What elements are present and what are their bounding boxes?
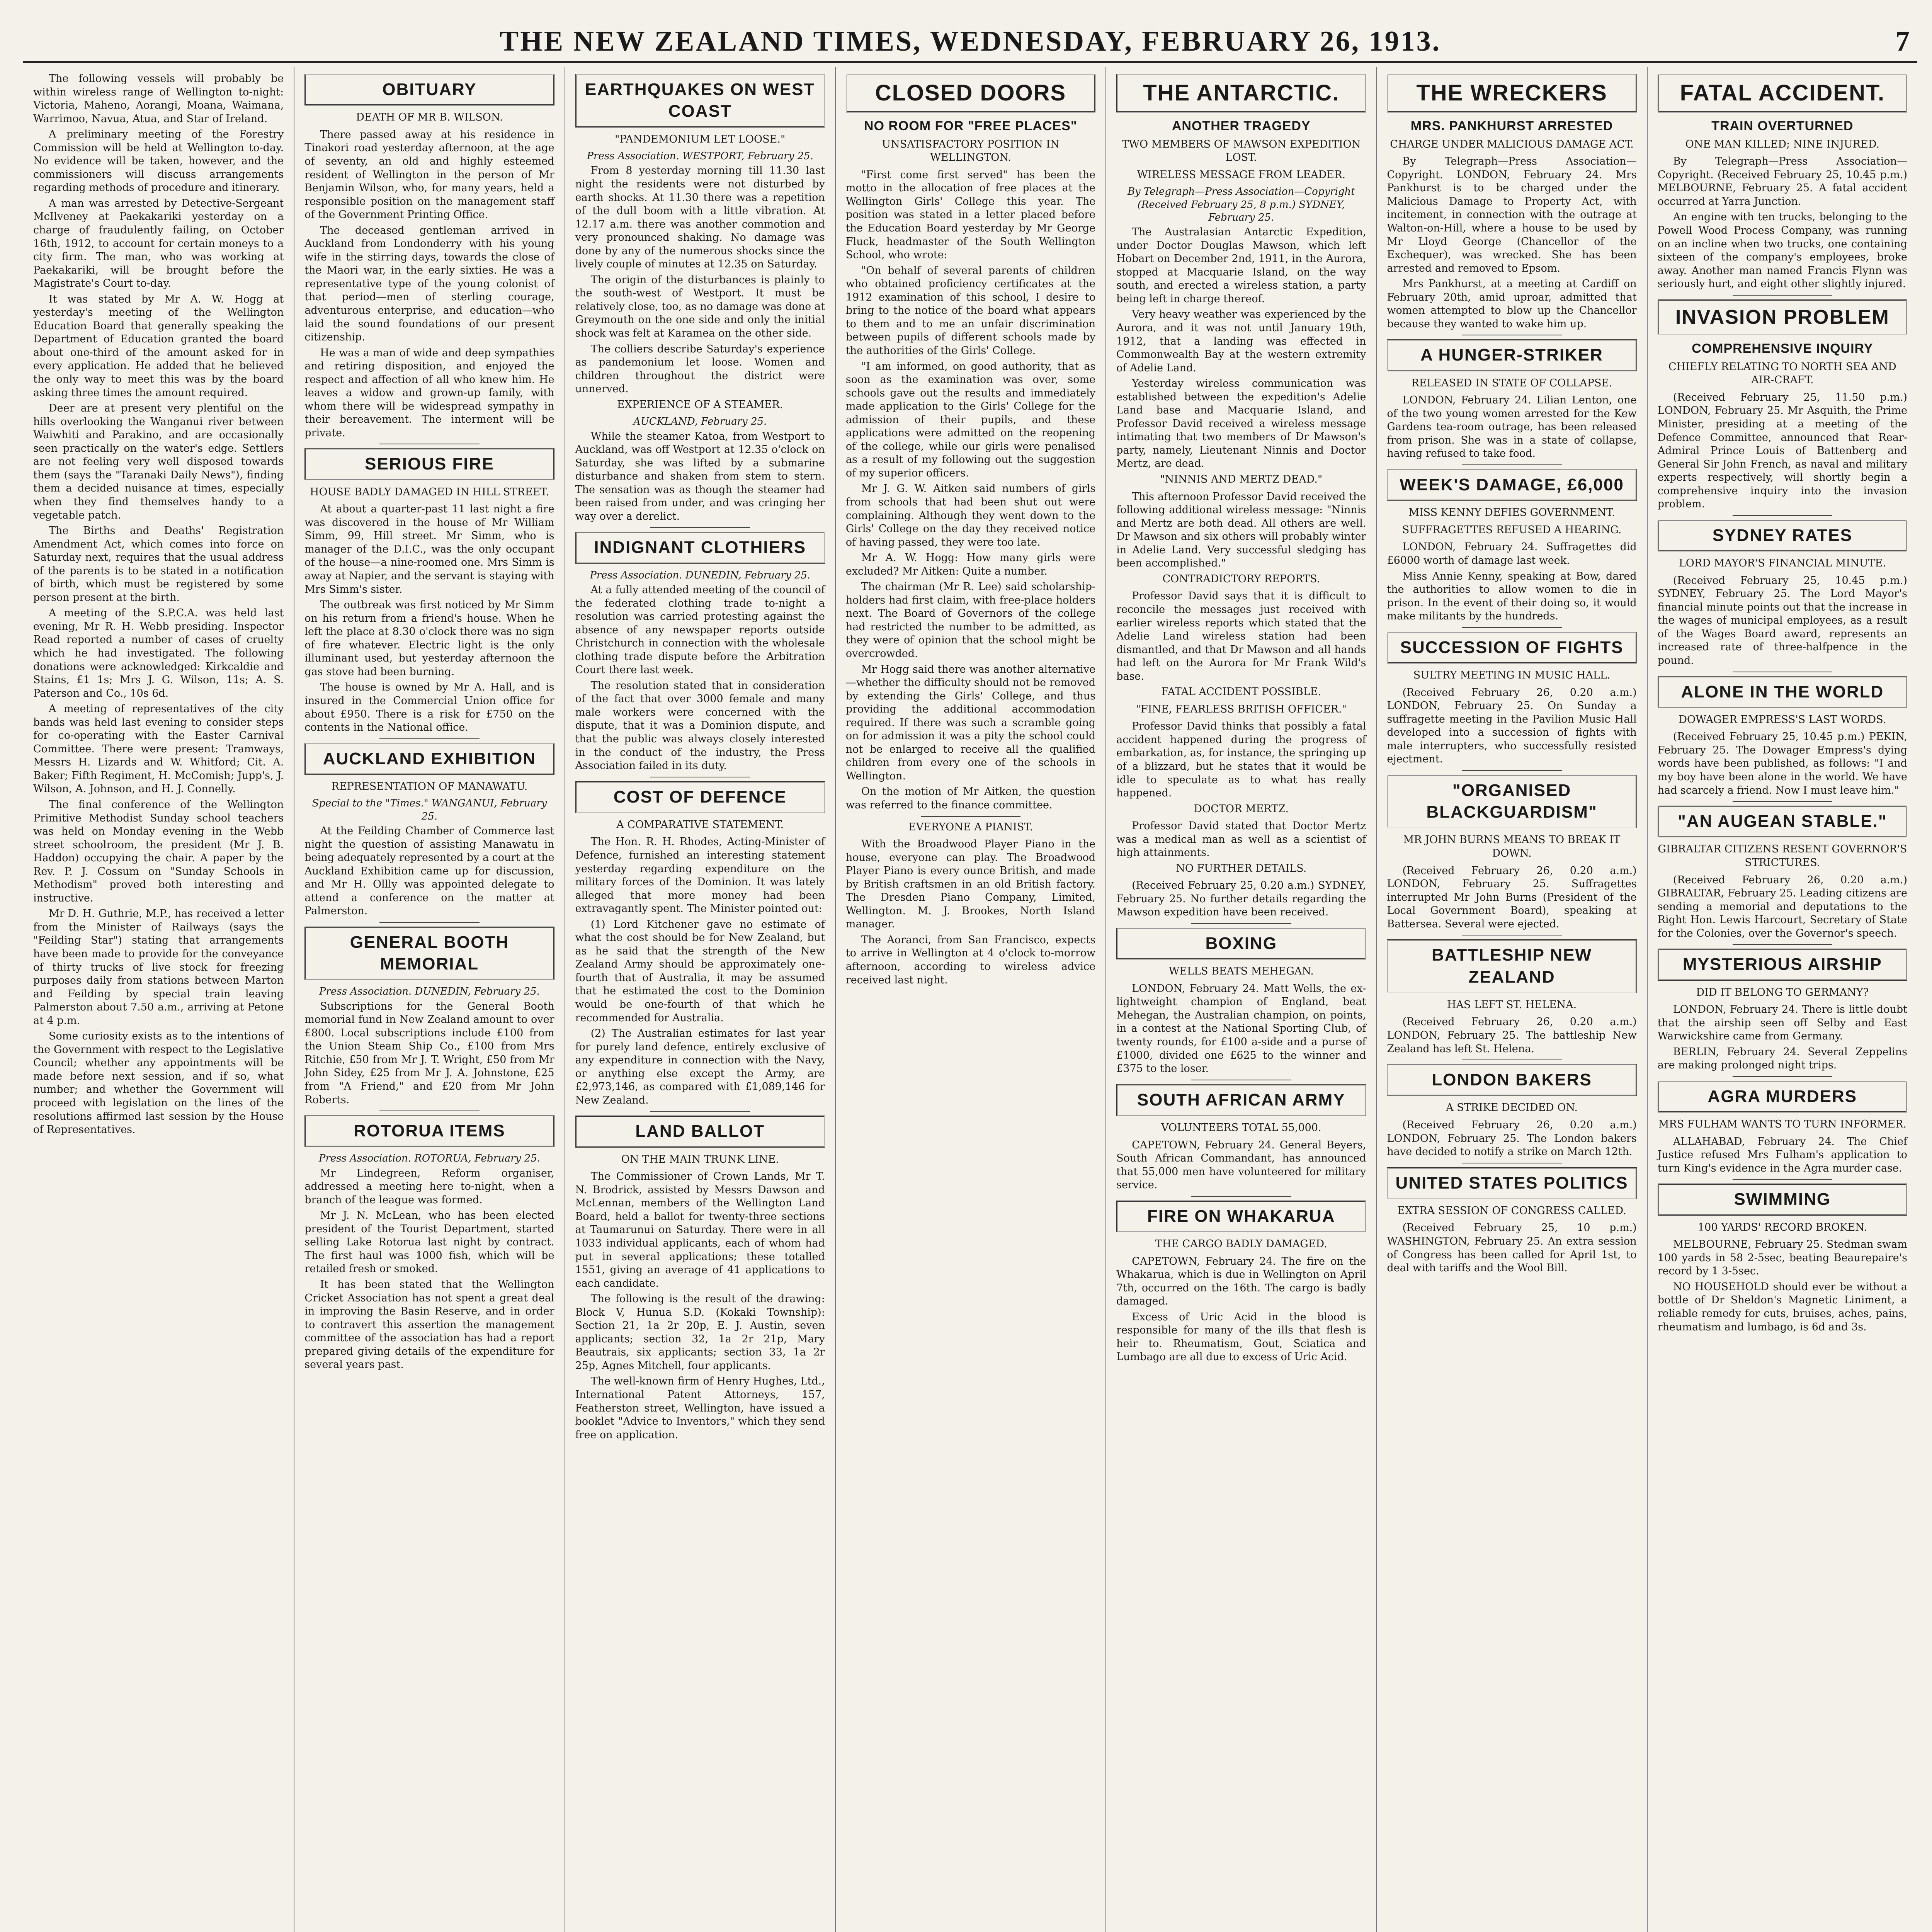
headline-invasion-problem: INVASION PROBLEM — [1658, 299, 1907, 335]
article-paragraph: LONDON, February 24. Lilian Lenton, one of the two young women arrested for the Kew Gardens tea-room outrage, has been released from prison. She was in a state of collapse, having refused to take food. — [1387, 394, 1637, 460]
article-paragraph: Mr Lindegreen, Reform organiser, addressed a meeting here to-night, when a branch of the league was formed. — [304, 1167, 554, 1206]
article-paragraph: Mrs Pankhurst, at a meeting at Cardiff on February 20th, amid uproar, admitted that women attempted to blow up the Chancellor because they wanted to wake him up. — [1387, 278, 1637, 330]
headline-indignant-clothiers: INDIGNANT CLOTHIERS — [575, 532, 825, 563]
deck: WELLS BEATS MEHEGAN. — [1168, 965, 1314, 978]
article-paragraph: Subscriptions for the General Booth memorial fund in New Zealand amount to over £800. Local subscriptions include £100 from the Union Steam Ship Co., £100 from Mrs Ritchie, £50 from Mr J. T. Wright, £50 from Mr John Sidey, £25 from Mr J. A. Johnstone, £25 from "A Friend," and £20 from Mr John Roberts. — [304, 1000, 554, 1106]
deck: HAS LEFT ST. HELENA. — [1447, 998, 1577, 1011]
article-paragraph: ALLAHABAD, February 24. The Chief Justice refused Mrs Fulham's application to turn King's evidence in the Agra murder case. — [1657, 1135, 1907, 1174]
deck: GIBRALTAR CITIZENS RESENT GOVERNOR'S STRICTURES. — [1658, 843, 1907, 869]
article-paragraph: Mr A. W. Hogg: How many girls were excluded? Mr Aitken: Quite a number. — [845, 552, 1096, 577]
subhead: TRAIN OVERTURNED — [1711, 119, 1854, 134]
headline-augean-stable: "AN AUGEAN STABLE." — [1658, 806, 1907, 837]
headline-fatal-accident: FATAL ACCIDENT. — [1658, 74, 1907, 112]
deck: "PANDEMONIUM LET LOOSE." — [615, 133, 786, 145]
article-paragraph: By Telegraph—Press Association—Copyright. (Received February 25, 10.45 p.m.) MELBOURNE, February 25. A fatal accident occurred at Yarra Junction. — [1657, 155, 1907, 207]
dateline: AUCKLAND, February 25. — [633, 416, 767, 428]
deck: NO FURTHER DETAILS. — [1176, 862, 1307, 874]
headline-weeks-damage: WEEK'S DAMAGE, £6,000 — [1387, 469, 1636, 501]
article-paragraph: It has been stated that the Wellington Cricket Association has not spent a great deal in improving the Basin Reserve, and in order to contravert this assertion the management committee of the association has had a report prepared giving details of the expenditure for several years past. — [304, 1279, 554, 1371]
headline-battleship-new-zealand: BATTLESHIP NEW ZEALAND — [1387, 939, 1636, 993]
divider — [1733, 1179, 1833, 1180]
article-paragraph: The Hon. R. H. Rhodes, Acting-Minister of Defence, furnished an interesting statement yesterday regarding expenditure on the military forces of the Dominion. It was lately alleged that more money had been extravagantly spent. The Minister pointed out: — [575, 836, 825, 915]
deck: "NINNIS AND MERTZ DEAD." — [1160, 473, 1323, 486]
masthead — [23, 15, 1917, 63]
headline-organised-blackguardism: "ORGANISED BLACKGUARDISM" — [1387, 775, 1636, 828]
subhead: ANOTHER TRAGEDY — [1172, 119, 1311, 134]
article-paragraph: The following vessels will probably be within wireless range of Wellington to-night: Victoria, Maheno, Aorangi, Moana, Waimana, Warrimoo, Navua, Atua, and Star of Ireland. — [33, 73, 284, 125]
divider — [1733, 801, 1833, 802]
headline-south-african-army: SOUTH AFRICAN ARMY — [1116, 1084, 1366, 1116]
divider — [379, 738, 480, 739]
article-paragraph: (Received February 25, 0.20 a.m.) SYDNEY, February 25. No further details regarding the Mawson expedition have been received. — [1116, 879, 1366, 918]
divider — [379, 922, 480, 923]
deck: WIRELESS MESSAGE FROM LEADER. — [1137, 168, 1345, 181]
dateline: Special to the "Times." WANGANUI, February 25. — [312, 798, 547, 822]
article-paragraph: The Commissioner of Crown Lands, Mr T. N. Brodrick, assisted by Messrs Dawson and McLennan, members of the Wellington Land Board, held a ballot for twenty-three sections at Taumarunui on Saturday. There were in all 1033 individual applicants, each of whom had put in several applications; these totalled 1551, giving an average of 41 applications to each candidate. — [575, 1170, 825, 1289]
article-paragraph: The Australasian Antarctic Expedition, under Doctor Douglas Mawson, which left Hobart on December 2nd, 1911, in the Aurora, stopped at Macquarie Island, on the way south, and erected a wireless station, a party being left in charge thereof. — [1116, 226, 1366, 305]
divider — [1733, 515, 1833, 516]
column-3 — [565, 67, 835, 1932]
headline-auckland-exhibition: AUCKLAND EXHIBITION — [304, 743, 554, 775]
article-paragraph: At about a quarter-past 11 last night a fire was discovered in the house of Mr William Simm, 99, Hill street. Mr Simm, who is manager of the D.I.C., was the only occupant of the house—a nine-roomed one. Mrs Simm is away at Napier, and the servant is staying with Mrs Simm's sister. — [304, 503, 554, 595]
article-paragraph: Deer are at present very plentiful on the hills overlooking the Wanganui river between Waiwhiti and Parakino, and are occasionally seen practically on the water's edge. Settlers are not feeling very well disposed towards them (says the "Taranaki Daily News"), finding them a decided nuisance at times, especially when they find themselves handy to a vegetable patch. — [33, 402, 284, 521]
deck: MISS KENNY DEFIES GOVERNMENT. — [1408, 507, 1615, 519]
column-2 — [294, 67, 564, 1932]
article-paragraph: It was stated by Mr A. W. Hogg at yesterday's meeting of the Wellington Education Board that generally speaking the Department of Education granted the board about one-third of the amount asked for in every application. He added that he believed the only way to meet this was by the board asking three times the amount required. — [33, 293, 284, 399]
headline-the-wreckers: THE WRECKERS — [1387, 74, 1636, 112]
headline-succession-of-fights: SUCCESSION OF FIGHTS — [1387, 632, 1636, 663]
article-paragraph: Mr J. N. McLean, who has been elected president of the Tourist Department, started selling Lake Rotorua last night by contract. The first haul was 1000 fish, which will be retailed fresh or smoked. — [304, 1209, 554, 1275]
article-paragraph: Excess of Uric Acid in the blood is responsible for many of the ills that flesh is heir to. Rheumatism, Gout, Sciatica and Lumbago are all due to excess of Uric Acid. — [1116, 1311, 1366, 1363]
article-paragraph: Mr J. G. W. Aitken said numbers of girls from schools that had been shut out were complaining. Although they went down to the Girls' College on the day they received notice of having passed, they were too late. — [845, 483, 1096, 548]
headline-united-states-politics: UNITED STATES POLITICS — [1387, 1167, 1636, 1199]
headline-serious-fire: SERIOUS FIRE — [304, 448, 554, 480]
deck: DOWAGER EMPRESS'S LAST WORDS. — [1679, 713, 1886, 726]
headline-fire-on-whakarua: FIRE ON WHAKARUA — [1116, 1201, 1366, 1232]
article-paragraph: (2) The Australian estimates for last year for purely land defence, entirely exclusive of any expenditure in connection with the Navy, or anything else except the Army, are £2,973,146, as compared with £1,089,146 for New Zealand. — [575, 1027, 825, 1106]
article-paragraph: LONDON, February 24. There is little doubt that the airship seen off Selby and East Warwickshire came from Germany. — [1657, 1003, 1907, 1043]
deck: A COMPARATIVE STATEMENT. — [616, 818, 784, 831]
deck: DOCTOR MERTZ. — [1194, 803, 1289, 815]
divider — [1462, 627, 1562, 628]
article-paragraph: Professor David thinks that possibly a fatal accident happened during the progress of embarkation, as, for instance, the springing up of a blizzard, but he states that it would be idle to speculate as to what has really happened. — [1116, 720, 1366, 799]
dateline: Press Association. WESTPORT, February 25. — [587, 150, 813, 162]
divider — [1462, 464, 1562, 465]
deck: CONTRADICTORY REPORTS. — [1162, 573, 1320, 585]
dateline: Press Association. DUNEDIN, February 25. — [590, 569, 811, 581]
deck: FATAL ACCIDENT POSSIBLE. — [1161, 686, 1321, 698]
article-paragraph: LONDON, February 24. Matt Wells, the ex-lightweight champion of England, beat Mehegan, the Australian champion, on points, in a contest at the National Sporting Club, of twenty rounds, for £100 a-side and a purse of £1000, divided one £625 to the winner and £375 to the loser. — [1116, 982, 1366, 1075]
headline-cost-of-defence: COST OF DEFENCE — [575, 781, 825, 813]
article-paragraph: Professor David stated that Doctor Mertz was a medical man as well as a scientist of high attainments. — [1116, 820, 1366, 859]
deck: CHIEFLY RELATING TO NORTH SEA AND AIR-CRAFT. — [1668, 361, 1896, 386]
divider — [921, 816, 1021, 817]
article-paragraph: Some curiosity exists as to the intentions of the Government with respect to the Legislative Council; whether any appointments will be made before next session, and if so, what number; and whether the Government will proceed with legislation on the lines of the resolutions affirmed last session by the House of Representatives. — [33, 1030, 284, 1136]
deck: SULTRY MEETING IN MUSIC HALL. — [1413, 669, 1611, 681]
headline-hunger-striker: A HUNGER-STRIKER — [1387, 339, 1636, 371]
article-paragraph: By Telegraph—Press Association—Copyright. LONDON, February 24. Mrs Pankhurst is to be charged under the Malicious Damage to Property Act, with incitement, in connection with the outrage at Walton-on-Hill, where a house to be used by Mr Lloyd George (Chancellor of the Exchequer), was wrecked. She has been arrested and removed to Epsom. — [1387, 155, 1637, 274]
article-paragraph: Miss Annie Kenny, speaking at Bow, dared the authorities to allow women to die in prison. In the event of their doing so, it would make militants by the hundreds. — [1387, 570, 1637, 622]
deck: CHARGE UNDER MALICIOUS DAMAGE ACT. — [1390, 138, 1634, 150]
article-paragraph: "On behalf of several parents of children who obtained proficiency certificates at the 1912 examination of this school, I desire to bring to the notice of the board what appears to them and to me an unfair discrimination between pupils of different schools made by the authorities of the Girls' College. — [845, 264, 1096, 357]
article-paragraph: Very heavy weather was experienced by the Aurora, and it was not until January 19th, 1912, that a landing was effected in Commonwealth Bay at the western extremity of Adelie Land. — [1116, 308, 1366, 374]
article-paragraph: Mr Hogg said there was another alternative—whether the difficulty should not be removed by extending the Girls' College, and thus providing the additional accommodation required. If there was such a scramble going on for admission it was a pity the school could not be enlarged to receive all the qualified children from every one of the schools in Wellington. — [845, 663, 1096, 782]
article-paragraph: The chairman (Mr R. Lee) said scholarship-holders had first claim, with free-place holders next. The Board of Governors of the college had restricted the number to be admitted, as they were of opinion that the school might be overcrowded. — [845, 581, 1096, 660]
divider — [650, 1111, 750, 1112]
article-paragraph: While the steamer Katoa, from Westport to Auckland, was off Westport at 12.35 o'clock on Saturday, she was lifted by a submarine disturbance and shaken from stem to stern. The sensation was as though the steamer had been raised from under, and was cringing her way over a derelict. — [575, 430, 825, 522]
column-1 — [23, 67, 294, 1932]
headline-alone-in-the-world: ALONE IN THE WORLD — [1658, 676, 1907, 708]
headline-sydney-rates: SYDNEY RATES — [1658, 520, 1907, 551]
article-paragraph: CAPETOWN, February 24. The fire on the Whakarua, which is due in Wellington on April 7th, occurred on the 16th. The cargo is badly damaged. — [1116, 1255, 1366, 1308]
article-paragraph: Professor David says that it is difficult to reconcile the messages just received with earlier wireless reports which stated that the Adelie Land wireless station had been dismantled, and that Dr Mawson and all hands had left on the Aurora for Mr Frank Wild's base. — [1116, 590, 1366, 682]
deck: UNSATISFACTORY POSITION IN WELLINGTON. — [882, 138, 1060, 164]
deck: A STRIKE DECIDED ON. — [1446, 1102, 1578, 1114]
article-paragraph: (Received February 26, 0.20 a.m.) LONDON, February 25. The London bakers have decided to notify a strike on March 12th. — [1387, 1119, 1637, 1158]
headline-general-booth-memorial: GENERAL BOOTH MEMORIAL — [304, 927, 554, 980]
divider — [1733, 1076, 1833, 1077]
deck: SUFFRAGETTES REFUSED A HEARING. — [1402, 524, 1622, 536]
article-paragraph: A meeting of representatives of the city bands was held last evening to consider steps for co-operating with the Easter Carnival Committee. There were present: Tramways, Messrs H. Lizards and W. Whitford; Cit. A. Baker; Fifth Regiment, H. McComish; Jupp's, J. Wilson, A. Johnson, and H. J. Connelly. — [33, 703, 284, 795]
deck: EXPERIENCE OF A STEAMER. — [617, 398, 783, 411]
headline-the-antarctic: THE ANTARCTIC. — [1116, 74, 1366, 112]
article-paragraph: "First come first served" has been the motto in the allocation of free places at the Wellington Girls' College this year. The position was stated in a letter placed before the Education Board yesterday by Mr George Fluck, headmaster of the South Wellington School, who wrote: — [845, 168, 1096, 261]
article-paragraph: (1) Lord Kitchener gave no estimate of what the cost should be for New Zealand, but as he said that the strength of the New Zealand Army should be approximately one-fourth that of Australia, it may be assumed that he estimated the cost to the Dominion would be one-fourth of that which he recommended for Australia. — [575, 918, 825, 1024]
article-paragraph: Mr D. H. Guthrie, M.P., has received a letter from the Minister of Railways (says the "Feilding Star") stating that arrangements have been made to provide for the conveyance of thirty trucks of live stock for freezing purposes daily from stations between Marton and Feilding by special train leaving Palmerston about 7.50 a.m., arriving at Petone at 4 p.m. — [33, 908, 284, 1027]
deck: EXTRA SESSION OF CONGRESS CALLED. — [1397, 1204, 1626, 1217]
article-paragraph: At a fully attended meeting of the council of the federated clothing trade to-night a resolution was carried protesting against the absence of any newspaper reports outside Christchurch in connection with the wholesale clothing trade dispute before the Arbitration Court there last week. — [575, 583, 825, 676]
article-paragraph: The final conference of the Wellington Primitive Methodist Sunday school teachers was held on Monday evening in the Webb street schoolroom, the president (Mr J. B. Haddon) occupying the chair. A paper by the Rev. P. J. Cossum on "Sunday Schools in Methodism" proved both interesting and instructive. — [33, 798, 284, 904]
subhead: MRS. PANKHURST ARRESTED — [1410, 119, 1613, 134]
column-6 — [1376, 67, 1646, 1932]
subhead: NO ROOM FOR "FREE PLACES" — [864, 119, 1078, 134]
newspaper-title: THE NEW ZEALAND TIMES, WEDNESDAY, FEBRUARY 26, 1913. — [499, 26, 1441, 57]
divider — [1191, 1196, 1291, 1197]
deck: RELEASED IN STATE OF COLLAPSE. — [1411, 377, 1612, 389]
headline-boxing: BOXING — [1116, 928, 1366, 959]
article-paragraph: The Births and Deaths' Registration Amendment Act, which comes into force on Saturday next, requires that the usual address of the parents is to be stated in a notification of birth, which must be registered by some person present at the birth. — [33, 525, 284, 604]
article-paragraph: He was a man of wide and deep sympathies and retiring disposition, and enjoyed the respect and affection of all who knew him. He leaves a widow and grown-up family, with whom there will be widespread sympathy in their bereavement. The interment will be private. — [304, 347, 554, 439]
deck: MR JOHN BURNS MEANS TO BREAK IT DOWN. — [1403, 834, 1621, 859]
article-paragraph: A preliminary meeting of the Forestry Commission will be held at Wellington to-day. No evidence will be taken, however, and the commissioners will discuss arrangements regarding methods of procedure and itinerary. — [33, 128, 284, 194]
article-paragraph: (Received February 26, 0.20 a.m.) LONDON, February 25. Suffragettes interrupted Mr John Burns (President of the Local Government Board), speaking at Battersea. Several were ejected. — [1387, 864, 1637, 930]
deck: TWO MEMBERS OF MAWSON EXPEDITION LOST. — [1122, 138, 1361, 164]
article-paragraph: LONDON, February 24. Suffragettes did £6000 worth of damage last week. — [1387, 541, 1637, 566]
subhead: COMPREHENSIVE INQUIRY — [1692, 341, 1873, 356]
article-paragraph: The Aoranci, from San Francisco, expects to arrive in Wellington at 4 o'clock to-morrow afternoon, according to wireless advice received last night. — [845, 934, 1096, 986]
deck: "FINE, FEARLESS BRITISH OFFICER." — [1136, 703, 1347, 715]
deck: ONE MAN KILLED; NINE INJURED. — [1685, 138, 1880, 150]
article-paragraph: The house is owned by Mr A. Hall, and is insured in the Commercial Union office for about £950. There is a risk for £750 on the contents in the National office. — [304, 681, 554, 734]
divider — [1462, 770, 1562, 771]
headline-rotorua-items: ROTORUA ITEMS — [304, 1115, 554, 1147]
headline-mysterious-airship: MYSTERIOUS AIRSHIP — [1658, 949, 1907, 980]
columns — [23, 67, 1917, 1932]
article-paragraph: Yesterday wireless communication was established between the expedition's Adelie Land base and Macquarie Island, and Professor David received a wireless message intimating that two members of Dr Mawson's party, namely, Lieutenant Ninnis and Doctor Mertz, are dead. — [1116, 378, 1366, 470]
divider — [1191, 923, 1291, 924]
dateline: By Telegraph—Press Association—Copyright (Received February 25, 8 p.m.) SYDNEY, February 25. — [1127, 186, 1355, 223]
dateline: Press Association. ROTORUA, February 25. — [318, 1153, 540, 1165]
column-7 — [1647, 67, 1917, 1932]
article-paragraph: The well-known firm of Henry Hughes, Ltd., International Patent Attorneys, 157, Featherston street, Wellington, have issued a booklet "Advice to Inventors," which they send free on application. — [575, 1375, 825, 1441]
deck: REPRESENTATION OF MANAWATU. — [331, 780, 528, 793]
article-paragraph: MELBOURNE, February 25. Stedman swam 100 yards in 58 2-5sec, beating Beaurepaire's record by 1 3-5sec. — [1657, 1238, 1907, 1277]
article-paragraph: The resolution stated that in consideration of the fact that over 3000 female and many male workers were concerned with the dispute, that it was a Dominion dispute, and that the public was always closely interested in the conduct of the industry, the Press Association failed in its duty. — [575, 679, 825, 772]
article-paragraph: An engine with ten trucks, belonging to the Powell Wood Process Company, was running on an incline when two trucks, one containing sixteen of the company's employees, broke away. Another man named Francis Flynn was seriously hurt, and eight other slightly injured. — [1657, 211, 1907, 290]
divider — [650, 527, 750, 528]
headline-land-ballot: LAND BALLOT — [575, 1116, 825, 1147]
divider — [1733, 295, 1833, 296]
deck: THE CARGO BADLY DAMAGED. — [1155, 1238, 1327, 1250]
article-paragraph: CAPETOWN, February 24. General Beyers, South African Commandant, has announced that 55,000 men have volunteered for military service. — [1116, 1139, 1366, 1191]
deck: EVERYONE A PIANIST. — [908, 821, 1033, 833]
article-paragraph: The outbreak was first noticed by Mr Simm on his return from a friend's house. When he left the place at 8.30 o'clock there was no sign of fire whatever. Electric light is the only illuminant used, but yesterday afternoon the gas stove had been burning. — [304, 599, 554, 678]
deck: HOUSE BADLY DAMAGED IN HILL STREET. — [310, 486, 549, 498]
dateline: Press Association. DUNEDIN, February 25. — [319, 986, 540, 998]
column-5 — [1105, 67, 1376, 1932]
article-paragraph: The following is the result of the drawing: Block V, Hunua S.D. (Kokaki Township): Section 21, 1a 2r 20p, E. J. Austin, seven applicants; section 32, 1a 2r 21p, Mary Beautrais, six applicants; section 33, 1a 2r 25p, Agnes Mitchell, four applicants. — [575, 1293, 825, 1372]
headline-london-bakers: LONDON BAKERS — [1387, 1064, 1636, 1096]
divider — [1733, 944, 1833, 945]
headline-closed-doors: CLOSED DOORS — [846, 74, 1095, 112]
headline-swimming: SWIMMING — [1658, 1184, 1907, 1215]
article-paragraph: The origin of the disturbances is plainly to the south-west of Westport. It must be relatively close, too, as no damage was done at Greymouth on the one side and only the initial shock was felt at Karamea on the other side. — [575, 274, 825, 339]
headline-obituary: OBITUARY — [304, 74, 554, 105]
deck: VOLUNTEERS TOTAL 55,000. — [1161, 1121, 1321, 1134]
article-paragraph: "I am informed, on good authority, that as soon as the examination was over, some schools gave out the results and immediately made application to the Girls' College for the admission of their pupils, and these applications were admitted on the reopening of the college, while our girls were penalised as a result of my following out the suggestion of my superior officers. — [845, 360, 1096, 479]
deck: MRS FULHAM WANTS TO TURN INFORMER. — [1658, 1118, 1906, 1131]
article-paragraph: A meeting of the S.P.C.A. was held last evening, Mr R. H. Webb presiding. Inspector Read reported a number of cases of cruelty which he had investigated. The following donations were acknowledged: Kirkcaldie and Stains, £1 1s; Mrs J. G. Wilson, 11s; A. S. Paterson and Co., 10s 6d. — [33, 607, 284, 699]
column-4 — [835, 67, 1105, 1932]
headline-agra-murders: AGRA MURDERS — [1658, 1081, 1907, 1112]
article-paragraph: (Received February 26, 0.20 a.m.) GIBRALTAR, February 25. Leading citizens are sending a memorial and deputations to the Right Hon. Lewis Harcourt, Secretary of State for the Colonies, over the Governor's speech. — [1657, 874, 1907, 939]
article-paragraph: This afternoon Professor David received the following additional wireless message: "Ninnis and Mertz are both dead. All others are well. Dr Mawson and six others will probably winter in Adelie Land. Very successful sledging has been accomplished." — [1116, 490, 1366, 570]
article-paragraph: The colliers describe Saturday's experience as pandemonium let loose. Women and children throughout the district were unnerved. — [575, 343, 825, 395]
deck: LORD MAYOR'S FINANCIAL MINUTE. — [1679, 557, 1886, 570]
article-paragraph: A man was arrested by Detective-Sergeant McIlveney at Paekakariki yesterday on a charge of fraudulently failing, on October 16th, 1912, to account for certain moneys to a city firm. The man, who was working at Paekakariki, will be brought before the Magistrate's Court to-day. — [33, 197, 284, 290]
article-paragraph: (Received February 25, 11.50 p.m.) LONDON, February 25. Mr Asquith, the Prime Minister, presiding at a meeting of the Defence Committee, announced that Rear-Admiral Prince Louis of Battenberg and General Sir John French, as naval and military experts respectively, will shortly begin a comprehensive inquiry into the invasion problem. — [1657, 391, 1907, 510]
article-paragraph: (Received February 25, 10.45 p.m.) PEKIN, February 25. The Dowager Empress's dying words have been published, as follows: "I and my boy have been alone in the world. We have had scarcely a friend. Now I must leave him." — [1657, 731, 1907, 796]
page-number: 7 — [1895, 26, 1910, 57]
article-paragraph: (Received February 26, 0.20 a.m.) LONDON, February 25. On Sunday a suffragette meeting in the Pavilion Music Hall developed into a succession of fights with male interrupters, who successfully resisted ejectment. — [1387, 686, 1637, 765]
article-paragraph: (Received February 25, 10 p.m.) WASHINGTON, February 25. An extra session of Congress has been called for April 1st, to deal with tariffs and the Wool Bill. — [1387, 1222, 1637, 1274]
article-paragraph: The deceased gentleman arrived in Auckland from Londonderry with his young wife in the stirring days, towards the close of the Maori war, in the early sixties. He was a representative type of the young colonist of that period—men of sterling courage, adventurous enterprise, and education—who laid the sound foundations of our present citizenship. — [304, 224, 554, 344]
article-paragraph: NO HOUSEHOLD should ever be without a bottle of Dr Sheldon's Magnetic Liniment, a reliable remedy for cuts, bruises, aches, pains, rheumatism and lumbago, is 6d and 3s. — [1657, 1281, 1907, 1333]
deck: DID IT BELONG TO GERMANY? — [1696, 986, 1869, 998]
deck: 100 YARDS' RECORD BROKEN. — [1697, 1221, 1867, 1233]
deck: ON THE MAIN TRUNK LINE. — [621, 1153, 779, 1165]
article-paragraph: With the Broadwood Player Piano in the house, everyone can play. The Broadwood Player Piano is every ounce British, and made by British craftsmen in an old British factory. The Dresden Piano Company, Limited, Wellington. M. J. Brookes, North Island manager. — [845, 838, 1096, 930]
article-paragraph: There passed away at his residence in Tinakori road yesterday afternoon, at the age of seventy, an old and highly esteemed resident of Wellington in the person of Mr Benjamin Wilson, who, for many years, held a responsible position on the management staff of the Government Printing Office. — [304, 128, 554, 221]
article-paragraph: BERLIN, February 24. Several Zeppelins are making prolonged night trips. — [1657, 1046, 1907, 1071]
article-paragraph: At the Feilding Chamber of Commerce last night the question of assisting Manawatu in being adequately represented by a court at the Auckland Exhibition came up for discussion, and Mr H. Ollly was appointed delegate to attend a conference on the matter at Palmerston. — [304, 825, 554, 917]
headline-earthquakes: EARTHQUAKES ON WEST COAST — [575, 74, 825, 128]
article-paragraph: On the motion of Mr Aitken, the question was referred to the finance committee. — [845, 786, 1096, 811]
article-paragraph: (Received February 25, 10.45 p.m.) SYDNEY, February 25. The Lord Mayor's financial minute points out that the increase in the wages of municipal employees, as a result of the Wages Board award, represents an increased rate of three-halfpence in the pound. — [1657, 574, 1907, 667]
deck: DEATH OF MR B. WILSON. — [356, 111, 503, 124]
article-paragraph: (Received February 26, 0.20 a.m.) LONDON, February 25. The battleship New Zealand has left St. Helena. — [1387, 1016, 1637, 1055]
article-paragraph: From 8 yesterday morning till 11.30 last night the residents were not disturbed by earth shocks. At 11.30 there was a repetition of the dull boom with a little vibration. At 12.17 a.m. there was another commotion and very pronounced shaking. No damage was done by any of the numerous shocks since the lively couple of minutes at 12.35 on Saturday. — [575, 165, 825, 270]
